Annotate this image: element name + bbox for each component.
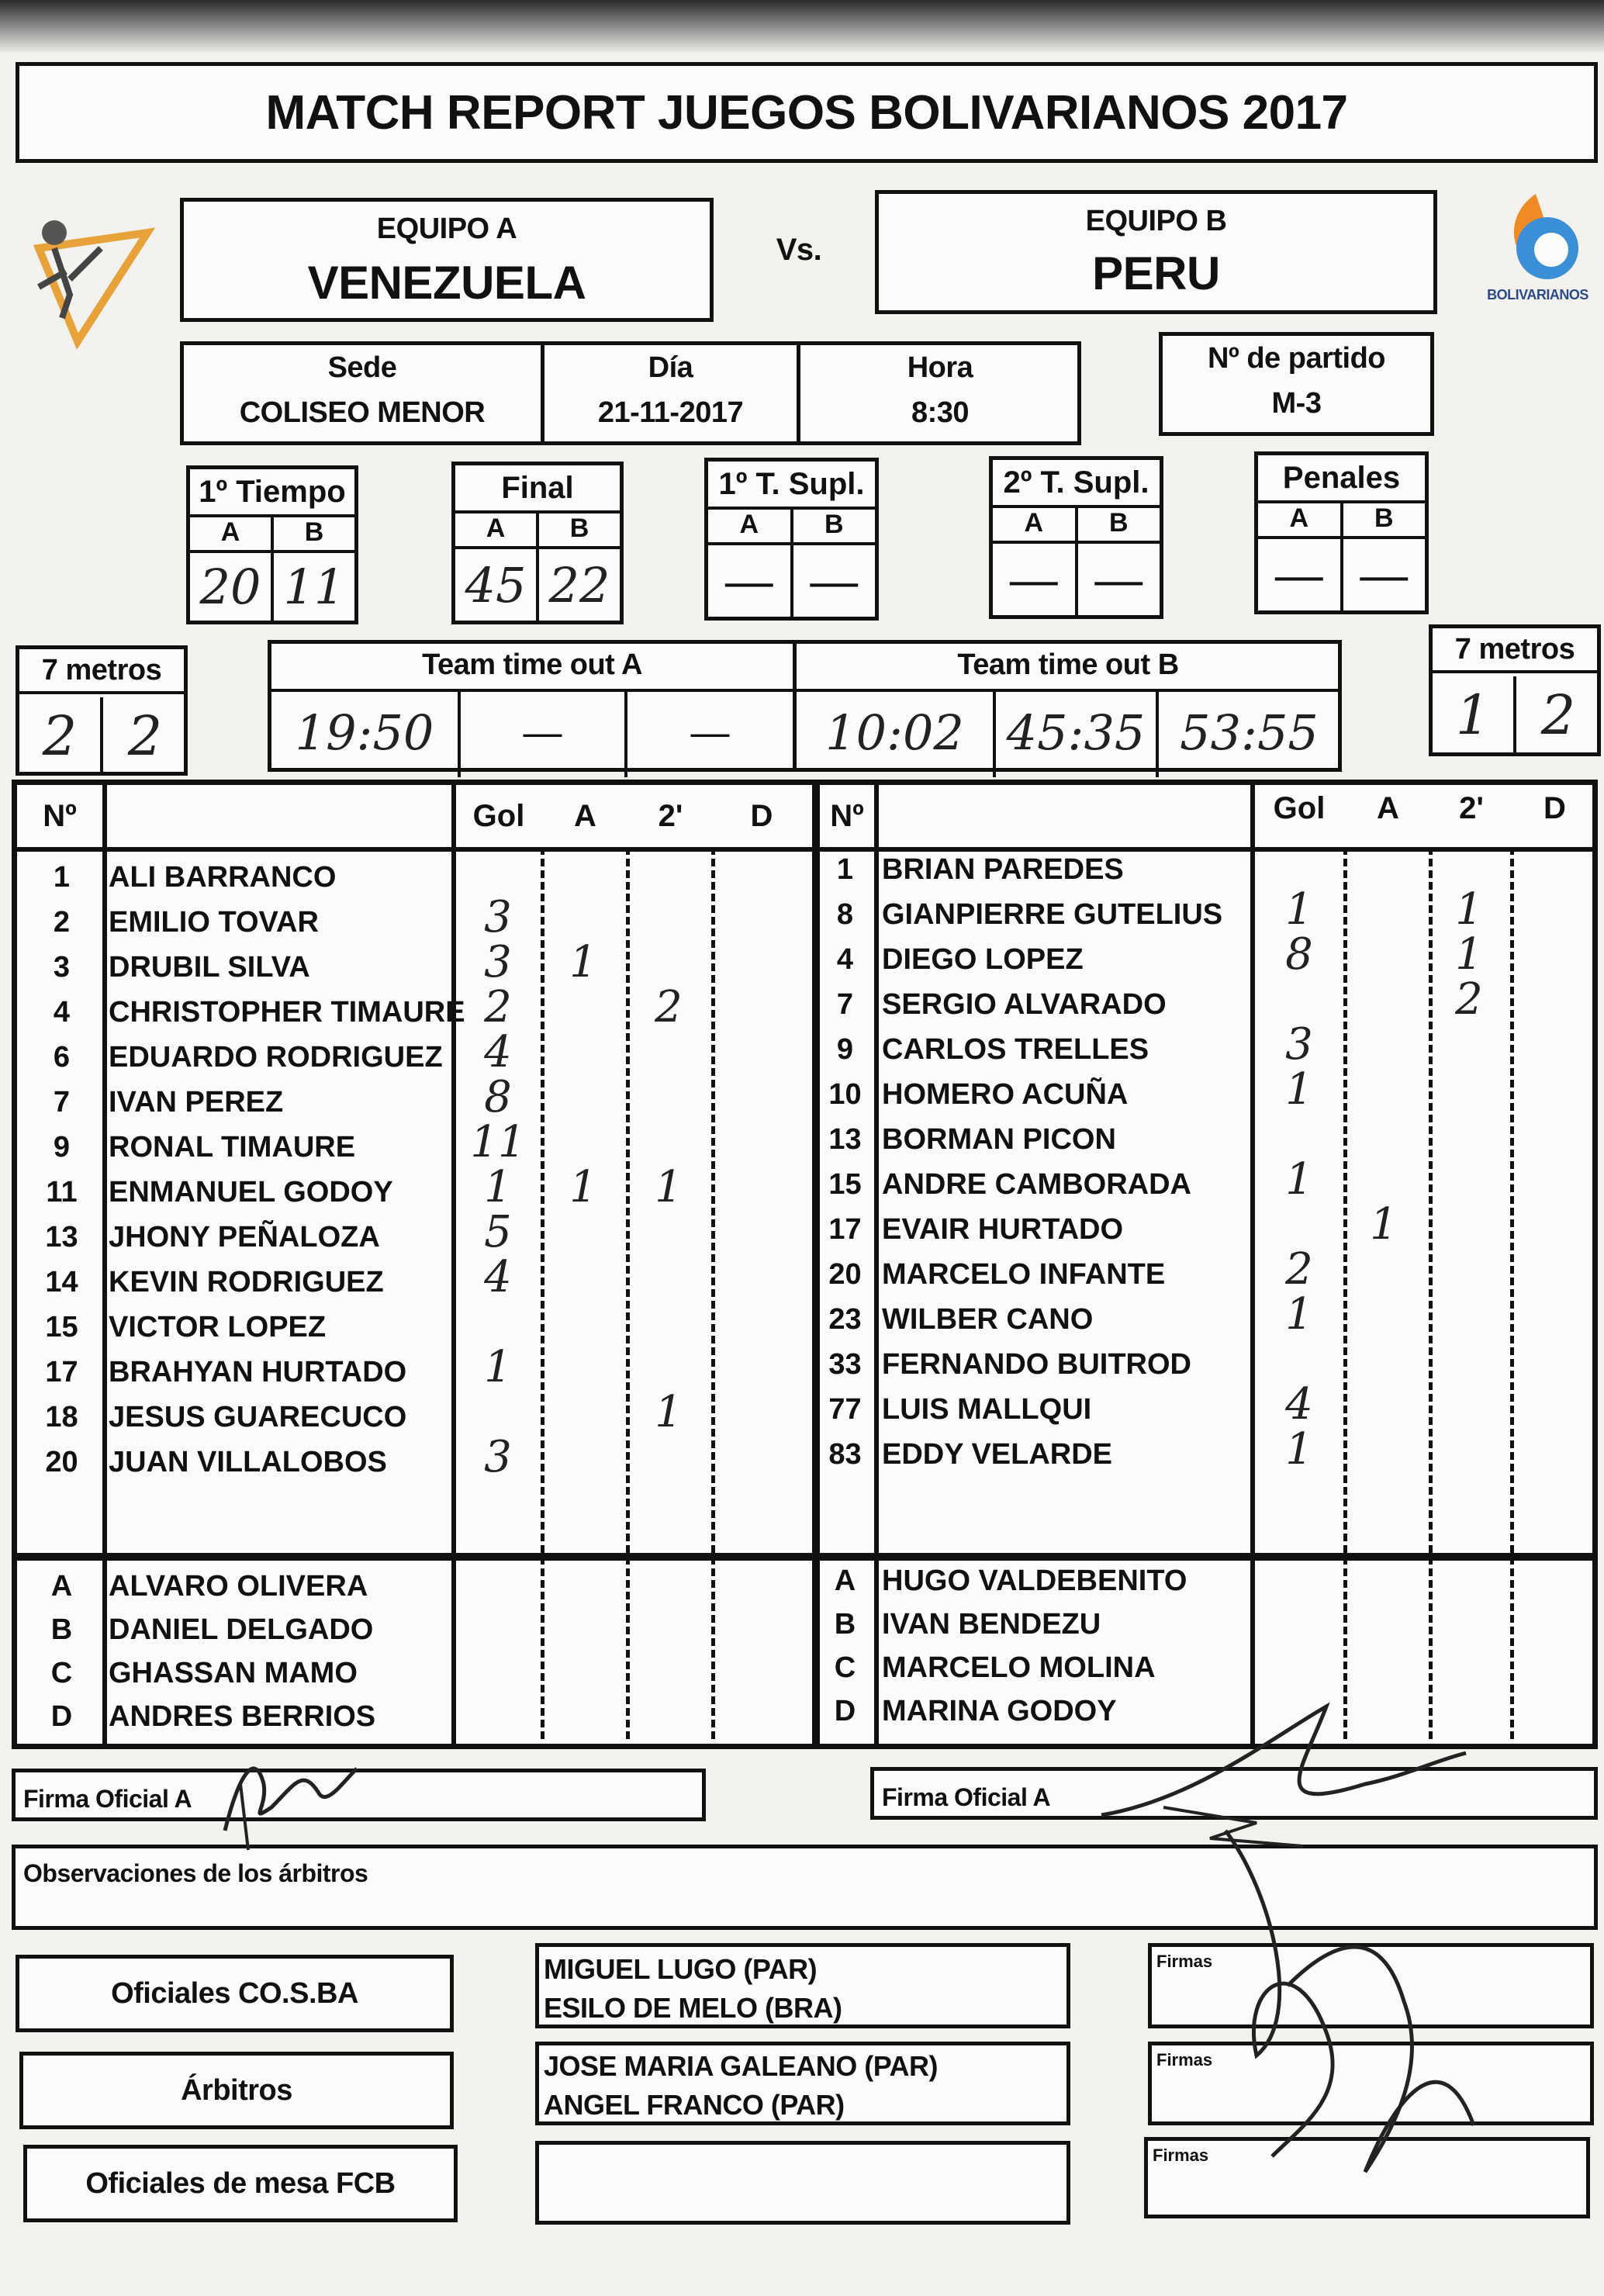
handball-logo: [23, 202, 155, 349]
seven-value-1: 1: [1433, 676, 1516, 754]
player-row: [17, 1289, 1592, 1342]
dia-label: Día: [648, 351, 693, 384]
player-number: 9: [53, 1131, 71, 1164]
score-final: [451, 462, 624, 624]
dia-value: 21-11-2017: [597, 396, 744, 429]
score-a: —: [993, 544, 1078, 615]
team-b-label: EQUIPO B: [1085, 205, 1227, 237]
player-goals: 1: [1285, 884, 1313, 935]
player-name: FERNANDO BUITROD: [882, 1348, 1191, 1381]
score-1st-extra: [704, 458, 879, 621]
score-label: 1º T. Supl.: [708, 462, 875, 510]
player-goals: 2: [484, 982, 512, 1032]
team-b-name: PERU: [1092, 247, 1220, 299]
col-no-a: Nº: [43, 799, 77, 833]
player-suspension: 2: [655, 982, 683, 1032]
firmas-label: Firmas: [1156, 1952, 1213, 1971]
col-a: A: [993, 505, 1078, 541]
player-name: EMILIO TOVAR: [109, 906, 319, 939]
player-row: [17, 1019, 1592, 1072]
official-code: B: [834, 1608, 856, 1641]
player-goals: 4: [1285, 1379, 1313, 1430]
player-suspension: 1: [655, 1387, 683, 1437]
official-name: ANDRES BERRIOS: [109, 1700, 376, 1733]
observaciones-label: Observaciones de los árbitros: [23, 1859, 368, 1887]
col-a: A: [455, 510, 539, 546]
player-number: 13: [45, 1221, 78, 1253]
bottom-names-box: [535, 1943, 1070, 2028]
photo-top-shadow: [0, 0, 1604, 54]
player-name: VICTOR LOPEZ: [109, 1311, 327, 1343]
official-code: C: [834, 1651, 856, 1684]
player-number: 83: [828, 1438, 862, 1471]
score-a: —: [708, 545, 793, 617]
player-number: 7: [53, 1086, 71, 1119]
seven-label: 7 metros: [19, 649, 184, 694]
player-name: GIANPIERRE GUTELIUS: [882, 898, 1223, 931]
timeout-a-2: —: [523, 711, 562, 754]
report-title-box: [16, 62, 1598, 163]
official-name: IVAN BENDEZU: [882, 1608, 1101, 1641]
player-goals: 5: [484, 1207, 512, 1257]
player-number: 14: [45, 1266, 78, 1298]
player-name: ALI BARRANCO: [109, 861, 337, 894]
official-name: DANIEL DELGADO: [109, 1613, 374, 1646]
player-name: WILBER CANO: [882, 1303, 1094, 1336]
score-b: 22: [548, 556, 610, 614]
seven-label: 7 metros: [1433, 628, 1597, 673]
partido-value: M-3: [1271, 387, 1322, 420]
timeout-b-label: Team time out B: [957, 648, 1179, 681]
firma-b-label: Firma Oficial A: [882, 1783, 1051, 1811]
bottom-label-box: [23, 2145, 458, 2222]
player-row: [17, 1117, 1592, 1162]
firmas-label: Firmas: [1153, 2146, 1209, 2165]
player-name: BORMAN PICON: [882, 1123, 1116, 1156]
partido-box: [1159, 332, 1434, 436]
official-name: ALVARO OLIVERA: [109, 1570, 368, 1603]
player-name: DIEGO LOPEZ: [882, 943, 1084, 976]
oficiales-mesa-label: Oficiales de mesa FCB: [85, 2166, 396, 2200]
official-code: D: [834, 1695, 856, 1727]
team-a-box: [180, 198, 714, 322]
player-row: [17, 929, 1592, 982]
player-row: [17, 884, 1592, 937]
player-name: BRIAN PAREDES: [882, 853, 1124, 886]
player-number: 10: [828, 1078, 862, 1111]
official-name: MARINA GODOY: [882, 1695, 1117, 1727]
col-b: B: [304, 517, 324, 547]
player-goals: 3: [484, 937, 512, 987]
player-name: JESUS GUARECUCO: [109, 1401, 407, 1433]
player-name: IVAN PEREZ: [109, 1086, 284, 1119]
bottom-names-box: [535, 2141, 1070, 2225]
signature-official-b: [1070, 1691, 1505, 2234]
timeout-a-3: —: [690, 711, 730, 754]
official-code: A: [834, 1565, 856, 1597]
oficiales-line-1: MIGUEL LUGO (PAR): [544, 1953, 818, 1985]
score-b: 11: [283, 558, 345, 615]
player-number: 15: [828, 1168, 862, 1201]
player-warning: 1: [1370, 1199, 1398, 1250]
col-gol-b: Gol: [1273, 791, 1326, 825]
seven-value-2: 2: [1540, 683, 1576, 747]
player-suspension: 1: [1455, 929, 1483, 980]
player-name: EDDY VELARDE: [882, 1438, 1113, 1471]
player-goals: 1: [1285, 1154, 1313, 1205]
player-name: MARCELO INFANTE: [882, 1258, 1166, 1291]
official-name: MARCELO MOLINA: [882, 1651, 1156, 1684]
player-goals: 1: [1285, 1064, 1313, 1115]
bottom-label-box: [19, 2052, 454, 2129]
sede-value: COLISEO MENOR: [239, 396, 486, 429]
sede-label: Sede: [327, 351, 397, 384]
player-number: 13: [828, 1123, 862, 1156]
player-name: ANDRE CAMBORADA: [882, 1168, 1191, 1201]
col-no-b: Nº: [830, 799, 864, 833]
player-suspension: 1: [1455, 884, 1483, 935]
team-b-box: [875, 190, 1437, 314]
player-number: 9: [836, 1033, 854, 1066]
official-name: HUGO VALDEBENITO: [882, 1565, 1187, 1597]
col-a: A: [1258, 500, 1343, 536]
seven-metros-b: [1429, 624, 1601, 756]
player-name: KEVIN RODRIGUEZ: [109, 1266, 384, 1298]
player-row: [17, 1424, 1592, 1477]
player-number: 1: [53, 861, 71, 894]
player-name: DRUBIL SILVA: [109, 951, 310, 984]
player-goals: 8: [1285, 929, 1313, 980]
player-row: [17, 1244, 1592, 1297]
score-a: —: [1258, 539, 1343, 610]
timeout-a-label: Team time out A: [422, 648, 642, 681]
col-gol-a: Gol: [472, 799, 525, 833]
player-number: 17: [45, 1356, 78, 1388]
bolivarianos-logo: [1474, 178, 1602, 318]
player-name: CHRISTOPHER TIMAURE: [109, 996, 465, 1029]
score-b: —: [810, 554, 859, 608]
player-suspension: 1: [655, 1162, 683, 1212]
signature-official-a: [209, 1738, 365, 1854]
timeout-box: [268, 640, 1342, 772]
player-row: [17, 847, 1592, 892]
timeout-b-1: 10:02: [825, 704, 964, 761]
col-two-a: 2': [658, 799, 683, 833]
player-name: SERGIO ALVARADO: [882, 988, 1167, 1021]
player-goals: 1: [1285, 1289, 1313, 1340]
player-goals: 2: [1285, 1244, 1313, 1295]
arbitros-line-1: JOSE MARIA GALEANO (PAR): [544, 2050, 939, 2082]
player-row: [17, 1064, 1592, 1117]
oficiales-cosba-label: Oficiales CO.S.BA: [111, 1976, 358, 2010]
score-a: 20: [190, 553, 274, 621]
player-number: 3: [53, 951, 71, 984]
player-goals: 4: [484, 1252, 512, 1302]
col-a-a: A: [574, 799, 596, 833]
player-name: BRAHYAN HURTADO: [109, 1356, 407, 1388]
player-name: CARLOS TRELLES: [882, 1033, 1149, 1066]
vs-label: Vs.: [776, 233, 822, 267]
official-name: GHASSAN MAMO: [109, 1657, 358, 1689]
player-suspension: 2: [1455, 974, 1483, 1025]
player-goals: 3: [484, 1432, 512, 1482]
timeout-b-3: 53:55: [1180, 704, 1319, 761]
player-goals: 1: [1285, 1424, 1313, 1475]
official-code: B: [50, 1613, 73, 1646]
col-b: B: [1374, 503, 1394, 533]
col-b: B: [1108, 507, 1129, 538]
player-number: 15: [45, 1311, 78, 1343]
player-number: 20: [828, 1258, 862, 1291]
player-warning: 1: [569, 1162, 597, 1212]
hora-value: 8:30: [911, 396, 970, 429]
player-warning: 1: [569, 937, 597, 987]
score-b: —: [1094, 552, 1143, 607]
player-number: 23: [828, 1303, 862, 1336]
player-goals: 4: [484, 1027, 512, 1077]
firmas-label: Firmas: [1156, 2050, 1213, 2070]
player-row: [17, 1342, 1592, 1387]
official-code: A: [50, 1570, 73, 1603]
score-label: Final: [455, 465, 620, 513]
page-title: MATCH REPORT JUEGOS BOLIVARIANOS 2017: [265, 85, 1348, 140]
col-a: A: [190, 514, 274, 550]
player-row: [17, 974, 1592, 1027]
player-name: LUIS MALLQUI: [882, 1393, 1092, 1426]
score-a: 45: [455, 549, 539, 621]
player-number: 4: [53, 996, 71, 1029]
player-number: 18: [45, 1401, 78, 1433]
player-number: 6: [53, 1041, 71, 1074]
score-label: 1º Tiempo: [190, 469, 354, 517]
col-a: A: [708, 507, 793, 542]
player-number: 2: [53, 906, 71, 939]
player-number: 1: [836, 853, 854, 886]
arbitros-label: Árbitros: [181, 2073, 292, 2107]
player-number: 17: [828, 1213, 862, 1246]
player-number: 4: [836, 943, 854, 976]
score-1st-half: [186, 465, 358, 624]
col-d-a: D: [750, 799, 773, 833]
player-number: 11: [46, 1176, 78, 1209]
player-goals: 1: [484, 1342, 512, 1392]
player-number: 20: [45, 1446, 78, 1478]
player-name: JUAN VILLALOBOS: [109, 1446, 387, 1478]
seven-value-1: 2: [19, 697, 103, 775]
score-label: Penales: [1258, 455, 1425, 503]
player-goals: 1: [484, 1162, 512, 1212]
player-name: EVAIR HURTADO: [882, 1213, 1124, 1246]
bottom-label-box: [16, 1955, 454, 2032]
roster-table: [12, 780, 1598, 1749]
team-a-name: VENEZUELA: [307, 257, 586, 309]
official-code: D: [50, 1700, 73, 1733]
arbitros-line-2: ANGEL FRANCO (PAR): [544, 2089, 845, 2121]
logo-text: BOLIVARIANOS: [1487, 287, 1588, 303]
seven-value-2: 2: [127, 704, 163, 768]
bottom-names-box: [535, 2042, 1070, 2125]
player-goals: 3: [484, 892, 512, 942]
score-label: 2º T. Supl.: [993, 460, 1160, 508]
col-d-b: D: [1544, 791, 1566, 825]
firma-a-label: Firma Oficial A: [23, 1785, 192, 1813]
info-box: [180, 341, 1081, 445]
col-a-b: A: [1377, 791, 1399, 825]
player-name: JHONY PEÑALOZA: [109, 1221, 380, 1253]
player-number: 77: [828, 1393, 862, 1426]
player-row: [17, 1199, 1592, 1252]
score-2nd-extra: [989, 456, 1163, 619]
player-row: [17, 1379, 1592, 1432]
seven-metros-a: [16, 645, 188, 776]
player-number: 8: [836, 898, 854, 931]
player-goals: 11: [470, 1117, 526, 1167]
player-name: ENMANUEL GODOY: [109, 1176, 393, 1209]
player-goals: 8: [484, 1072, 512, 1122]
player-goals: 3: [1285, 1019, 1313, 1070]
score-b: —: [1360, 548, 1409, 602]
timeout-b-2: 45:35: [1006, 704, 1146, 761]
timeout-a-1: 19:50: [295, 704, 434, 761]
player-name: HOMERO ACUÑA: [882, 1078, 1129, 1111]
team-a-label: EQUIPO A: [376, 213, 517, 245]
col-b: B: [824, 509, 844, 539]
official-code: C: [50, 1657, 73, 1689]
player-number: 7: [836, 988, 854, 1021]
oficiales-line-2: ESILO DE MELO (BRA): [544, 1992, 842, 2024]
player-name: RONAL TIMAURE: [109, 1131, 356, 1164]
hora-label: Hora: [907, 351, 973, 384]
score-penales: [1254, 451, 1429, 614]
player-number: 33: [828, 1348, 862, 1381]
partido-label: Nº de partido: [1207, 342, 1386, 375]
col-two-b: 2': [1459, 791, 1484, 825]
col-b: B: [569, 513, 589, 543]
player-name: EDUARDO RODRIGUEZ: [109, 1041, 443, 1074]
